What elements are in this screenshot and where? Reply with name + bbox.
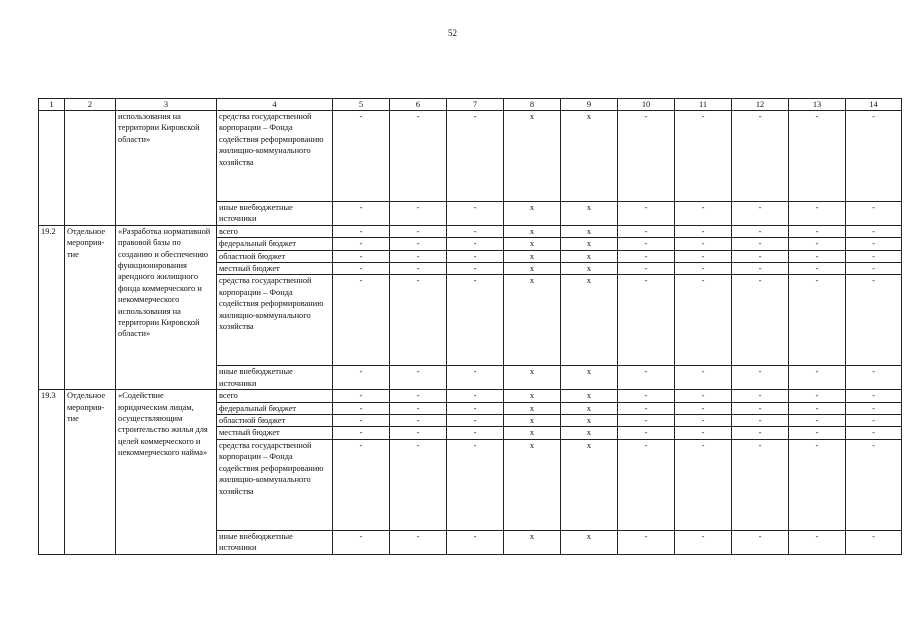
value-cell: - xyxy=(675,530,732,554)
value-cell: - xyxy=(390,366,447,390)
item-name: «Содействие юридическим лицам, осуществляющим строительство жилья для целей коммерческого и некоммерческого найма» xyxy=(116,390,217,554)
value-cell: x xyxy=(561,263,618,275)
value-cell: - xyxy=(618,250,675,262)
value-cell: x xyxy=(561,366,618,390)
value-cell: - xyxy=(675,263,732,275)
value-cell: - xyxy=(333,530,390,554)
value-cell: - xyxy=(675,402,732,414)
value-cell: - xyxy=(732,250,789,262)
header-cell: 1 xyxy=(39,99,65,111)
value-cell: x xyxy=(561,238,618,250)
value-cell: - xyxy=(333,390,390,402)
value-cell: - xyxy=(732,366,789,390)
value-cell: - xyxy=(447,415,504,427)
value-cell: - xyxy=(390,238,447,250)
header-cell: 11 xyxy=(675,99,732,111)
value-cell: - xyxy=(333,238,390,250)
value-cell: - xyxy=(447,390,504,402)
value-cell: - xyxy=(618,366,675,390)
value-cell: - xyxy=(618,439,675,530)
value-cell: - xyxy=(789,238,846,250)
funding-source: областной бюджет xyxy=(217,250,333,262)
item-type: Отдельное мероприя-тие xyxy=(65,225,116,389)
value-cell: x xyxy=(504,225,561,237)
value-cell: x xyxy=(504,402,561,414)
value-cell: - xyxy=(789,225,846,237)
value-cell: - xyxy=(732,202,789,226)
value-cell: - xyxy=(846,415,902,427)
value-cell: - xyxy=(732,275,789,366)
value-cell: - xyxy=(789,111,846,202)
value-cell: - xyxy=(447,530,504,554)
value-cell: x xyxy=(504,202,561,226)
item-number: 19.2 xyxy=(39,225,65,389)
value-cell: x xyxy=(561,111,618,202)
value-cell: - xyxy=(675,390,732,402)
value-cell: - xyxy=(846,250,902,262)
page-number: 52 xyxy=(448,28,457,38)
value-cell: - xyxy=(732,225,789,237)
value-cell: - xyxy=(618,202,675,226)
funding-source: иные внебюджетные источники xyxy=(217,202,333,226)
header-cell: 9 xyxy=(561,99,618,111)
value-cell: - xyxy=(390,275,447,366)
item-name: «Разработка нормативной правовой базы по созданию и обеспечению функционирования арендного жилищного фонда коммерческого и некоммерческого использования на территории Кировской области» xyxy=(116,225,217,389)
value-cell: x xyxy=(561,415,618,427)
header-cell: 2 xyxy=(65,99,116,111)
value-cell: - xyxy=(789,402,846,414)
item-number xyxy=(39,111,65,226)
value-cell: - xyxy=(789,415,846,427)
value-cell: x xyxy=(504,366,561,390)
item-name: использования на территории Кировской области» xyxy=(116,111,217,226)
value-cell: - xyxy=(846,263,902,275)
value-cell: x xyxy=(504,439,561,530)
value-cell: - xyxy=(390,250,447,262)
header-cell: 7 xyxy=(447,99,504,111)
header-cell: 14 xyxy=(846,99,902,111)
value-cell: - xyxy=(846,427,902,439)
funding-source: федеральный бюджет xyxy=(217,238,333,250)
value-cell: - xyxy=(732,427,789,439)
value-cell: - xyxy=(732,402,789,414)
value-cell: - xyxy=(390,263,447,275)
funding-source: всего xyxy=(217,390,333,402)
funding-source: средства государственной корпорации – Фонда содействия реформированию жилищно-коммунального хозяйства xyxy=(217,275,333,366)
value-cell: x xyxy=(504,238,561,250)
value-cell: - xyxy=(789,250,846,262)
value-cell: - xyxy=(846,275,902,366)
funding-source: местный бюджет xyxy=(217,427,333,439)
header-cell: 13 xyxy=(789,99,846,111)
value-cell: - xyxy=(447,402,504,414)
value-cell: x xyxy=(504,415,561,427)
value-cell: - xyxy=(732,530,789,554)
value-cell: - xyxy=(618,238,675,250)
value-cell: x xyxy=(504,530,561,554)
value-cell: - xyxy=(675,366,732,390)
value-cell: - xyxy=(846,439,902,530)
value-cell: - xyxy=(390,111,447,202)
value-cell: - xyxy=(846,202,902,226)
value-cell: x xyxy=(504,275,561,366)
funding-source: местный бюджет xyxy=(217,263,333,275)
value-cell: - xyxy=(675,415,732,427)
value-cell: x xyxy=(504,263,561,275)
header-cell: 10 xyxy=(618,99,675,111)
item-type: Отдельное мероприя-тие xyxy=(65,390,116,554)
value-cell: - xyxy=(447,238,504,250)
value-cell: - xyxy=(675,202,732,226)
value-cell: x xyxy=(504,250,561,262)
value-cell: - xyxy=(333,111,390,202)
value-cell: - xyxy=(618,390,675,402)
value-cell: - xyxy=(732,439,789,530)
value-cell: - xyxy=(447,263,504,275)
value-cell: - xyxy=(447,202,504,226)
funding-source: иные внебюджетные источники xyxy=(217,530,333,554)
value-cell: x xyxy=(504,427,561,439)
value-cell: - xyxy=(675,427,732,439)
value-cell: - xyxy=(390,225,447,237)
value-cell: - xyxy=(447,366,504,390)
header-row xyxy=(39,99,902,111)
value-cell: - xyxy=(675,250,732,262)
value-cell: - xyxy=(846,366,902,390)
value-cell: - xyxy=(447,111,504,202)
value-cell: - xyxy=(675,111,732,202)
funding-source: средства государственной корпорации – Фонда содействия реформированию жилищно-коммунального хозяйства xyxy=(217,111,333,202)
value-cell: x xyxy=(561,427,618,439)
header-cell: 4 xyxy=(217,99,333,111)
value-cell: x xyxy=(561,402,618,414)
header-cell: 8 xyxy=(504,99,561,111)
funding-source: средства государственной корпорации – Фонда содействия реформированию жилищно-коммунального хозяйства xyxy=(217,439,333,530)
value-cell: - xyxy=(333,402,390,414)
table-row xyxy=(39,390,902,402)
value-cell: x xyxy=(561,250,618,262)
value-cell: - xyxy=(390,415,447,427)
value-cell: - xyxy=(390,202,447,226)
value-cell: - xyxy=(333,415,390,427)
funding-source: всего xyxy=(217,225,333,237)
value-cell: - xyxy=(789,366,846,390)
value-cell: - xyxy=(447,427,504,439)
value-cell: - xyxy=(732,263,789,275)
value-cell: - xyxy=(675,439,732,530)
value-cell: - xyxy=(618,263,675,275)
value-cell: x xyxy=(561,439,618,530)
value-cell: - xyxy=(618,111,675,202)
value-cell: - xyxy=(333,366,390,390)
value-cell: - xyxy=(390,427,447,439)
funding-source: областной бюджет xyxy=(217,415,333,427)
value-cell: - xyxy=(333,263,390,275)
value-cell: - xyxy=(390,402,447,414)
table-row xyxy=(39,225,902,237)
value-cell: - xyxy=(333,427,390,439)
value-cell: x xyxy=(561,530,618,554)
value-cell: - xyxy=(618,402,675,414)
value-cell: - xyxy=(618,415,675,427)
funding-source: иные внебюджетные источники xyxy=(217,366,333,390)
value-cell: - xyxy=(333,439,390,530)
value-cell: - xyxy=(732,238,789,250)
value-cell: - xyxy=(789,427,846,439)
value-cell: - xyxy=(447,250,504,262)
header-cell: 12 xyxy=(732,99,789,111)
value-cell: x xyxy=(504,111,561,202)
value-cell: x xyxy=(504,390,561,402)
value-cell: x xyxy=(561,202,618,226)
value-cell: - xyxy=(675,238,732,250)
value-cell: - xyxy=(846,390,902,402)
value-cell: - xyxy=(333,202,390,226)
value-cell: - xyxy=(333,225,390,237)
value-cell: - xyxy=(846,530,902,554)
value-cell: x xyxy=(561,225,618,237)
value-cell: - xyxy=(447,439,504,530)
value-cell: - xyxy=(789,202,846,226)
value-cell: x xyxy=(561,390,618,402)
header-cell: 3 xyxy=(116,99,217,111)
value-cell: - xyxy=(789,275,846,366)
header-cell: 6 xyxy=(390,99,447,111)
value-cell: - xyxy=(618,275,675,366)
value-cell: - xyxy=(618,530,675,554)
value-cell: - xyxy=(618,225,675,237)
item-type xyxy=(65,111,116,226)
funding-source: федеральный бюджет xyxy=(217,402,333,414)
value-cell: - xyxy=(333,275,390,366)
value-cell: - xyxy=(732,415,789,427)
value-cell: - xyxy=(390,390,447,402)
header-cell: 5 xyxy=(333,99,390,111)
value-cell: - xyxy=(789,439,846,530)
value-cell: - xyxy=(789,263,846,275)
value-cell: - xyxy=(846,225,902,237)
funding-table xyxy=(38,98,902,555)
table-row xyxy=(39,111,902,202)
value-cell: - xyxy=(447,275,504,366)
value-cell: - xyxy=(789,530,846,554)
value-cell: - xyxy=(732,390,789,402)
value-cell: - xyxy=(390,530,447,554)
value-cell: - xyxy=(846,402,902,414)
value-cell: - xyxy=(732,111,789,202)
item-number: 19.3 xyxy=(39,390,65,554)
value-cell: - xyxy=(846,111,902,202)
value-cell: - xyxy=(333,250,390,262)
value-cell: - xyxy=(789,390,846,402)
value-cell: - xyxy=(390,439,447,530)
value-cell: - xyxy=(447,225,504,237)
value-cell: x xyxy=(561,275,618,366)
value-cell: - xyxy=(618,427,675,439)
value-cell: - xyxy=(675,275,732,366)
value-cell: - xyxy=(846,238,902,250)
value-cell: - xyxy=(675,225,732,237)
